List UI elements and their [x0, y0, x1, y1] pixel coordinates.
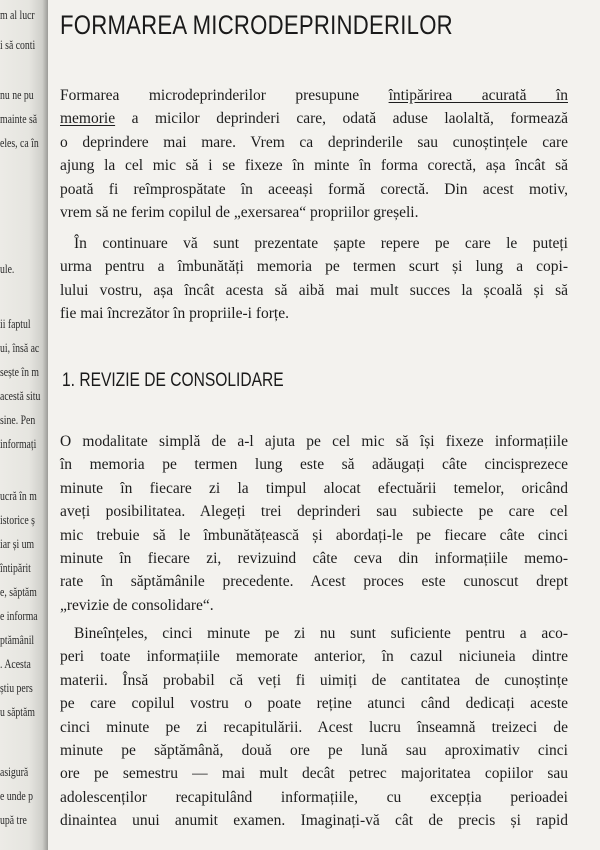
gutter-text-line: ule.	[0, 262, 15, 276]
section-heading: 1. REVIZIE DE CONSOLIDARE	[62, 370, 284, 391]
text-line: dinaintea unui anumit examen. Imaginați-vă cât de precis și rapid	[60, 812, 568, 830]
gutter-text-line: informați	[0, 437, 37, 451]
text-line: aveți posibilitatea. Alegeți trei deprinderi sau subiecte pe care cel	[60, 503, 568, 521]
gutter-text-line: e unde p	[0, 789, 34, 803]
text-line: minute în fiecare zi la timpul alocat efectuării temelor, oricând	[60, 479, 568, 497]
gutter-text-line: acestă situ	[0, 389, 41, 403]
gutter-text-line: eles, ca în	[0, 136, 39, 150]
intro-paragraph	[60, 232, 568, 326]
gutter-text-line: m al lucr	[0, 8, 35, 22]
text-line: pe care copilul vostru o poate reține atunci când dedicați aceste	[60, 695, 568, 713]
text-line: peri toate informațiile memorate anterior, în cazul niciuneia dintre	[60, 648, 568, 666]
text-span: a micilor deprinderi care, odată aduse laolaltă, formează	[115, 110, 568, 128]
gutter-text-line: întipărit	[0, 561, 31, 575]
text-line: rate în săptămânile precedente. Acest proces este cunoscut drept	[60, 573, 568, 591]
text-line: adolescenților recapitulând informațiile, cu excepția perioadei	[60, 788, 568, 806]
text-line: cinci minute pe zi recapitulării. Acest lucru înseamnă treizeci de	[60, 718, 568, 736]
facing-page-gutter	[0, 0, 48, 850]
gutter-text-line: asigură	[0, 765, 29, 779]
text-span: Formarea microdeprinderilor presupune	[60, 87, 389, 104]
text-line: lului vostru, așa încât acesta să aibă mai mult succes la școală și să	[60, 281, 568, 299]
gutter-text-line: sește în m	[0, 365, 39, 379]
gutter-text-line: nu ne pu	[0, 88, 34, 102]
text-line: mic trebuie să le îmbunătățească și abordați-le pe fiecare câte cinci	[60, 526, 568, 544]
text-line: materii. Însă probabil că veți fi uimiți de cantitatea de cunoștințe	[60, 671, 568, 689]
gutter-text-line: sine. Pen	[0, 413, 36, 427]
text-line: ajung la cel mic să i se fixeze în minte în forma corectă, așa încât să	[60, 157, 568, 175]
text-line	[60, 107, 568, 130]
gutter-text-line: ui, însă ac	[0, 341, 40, 355]
chapter-title: FORMAREA MICRODEPRINDERILOR	[60, 10, 453, 40]
gutter-text-line: . Acesta	[0, 657, 31, 671]
text-line: în memoria pe termen lung este să adăugați câte cincisprezece	[60, 456, 568, 474]
text-line: vrem să ne ferim copilul de „exersarea“ propriilor greșeli.	[60, 204, 419, 222]
gutter-text-line: ptămânil	[0, 633, 35, 647]
text-line: minute în fiecare zi, revizuind câte ceva din informațiile memo-	[60, 550, 568, 568]
gutter-text-line: știu pers	[0, 681, 33, 695]
gutter-text-line: i să conti	[0, 38, 36, 52]
gutter-text-line: e, săptăm	[0, 585, 37, 599]
gutter-text-line: mainte să	[0, 112, 38, 126]
text-line: În continuare vă sunt prezentate șapte repere pe care le puteți	[74, 235, 568, 252]
gutter-text-line: istorice ș	[0, 513, 35, 527]
intro-paragraph	[60, 84, 568, 224]
gutter-text-line: e informa	[0, 609, 38, 623]
text-line: minute pe săptămână, două ore pe lună sau aproximativ cinci	[60, 742, 568, 760]
text-line: urma pentru a îmbunătăți memoria pe termen scurt și lung a copi-	[60, 258, 568, 276]
section-paragraph	[60, 430, 568, 617]
gutter-text-line: ii faptul	[0, 317, 31, 331]
section-paragraph	[60, 622, 568, 833]
text-line	[60, 84, 568, 107]
text-line: ore pe semestru — mai mult decât petrec majoritatea copiilor sau	[60, 765, 568, 783]
text-line: poată fi reîmprospătate în aceeași formă corectă. Din acest motiv,	[60, 180, 568, 198]
underlined-phrase: întipărirea acurată în	[388, 87, 568, 104]
underlined-phrase: memorie	[60, 110, 116, 128]
gutter-text-line: iar și um	[0, 537, 35, 551]
text-line: fie mai încrezător în propriile-i forțe.	[60, 305, 289, 323]
gutter-text-line: u săptăm	[0, 705, 35, 719]
text-line: „revizie de consolidare“.	[60, 596, 214, 614]
gutter-text-line: ucră în m	[0, 489, 37, 503]
text-line: Bineînțeles, cinci minute pe zi nu sunt suficiente pentru a aco-	[74, 625, 568, 642]
gutter-text-line: upă tre	[0, 813, 27, 827]
text-line: O modalitate simplă de a-l ajuta pe cel mic să își fixeze informațiile	[60, 433, 568, 450]
text-line: o deprindere mai mare. Vrem ca deprinderile sau cunoștințele care	[60, 133, 568, 151]
